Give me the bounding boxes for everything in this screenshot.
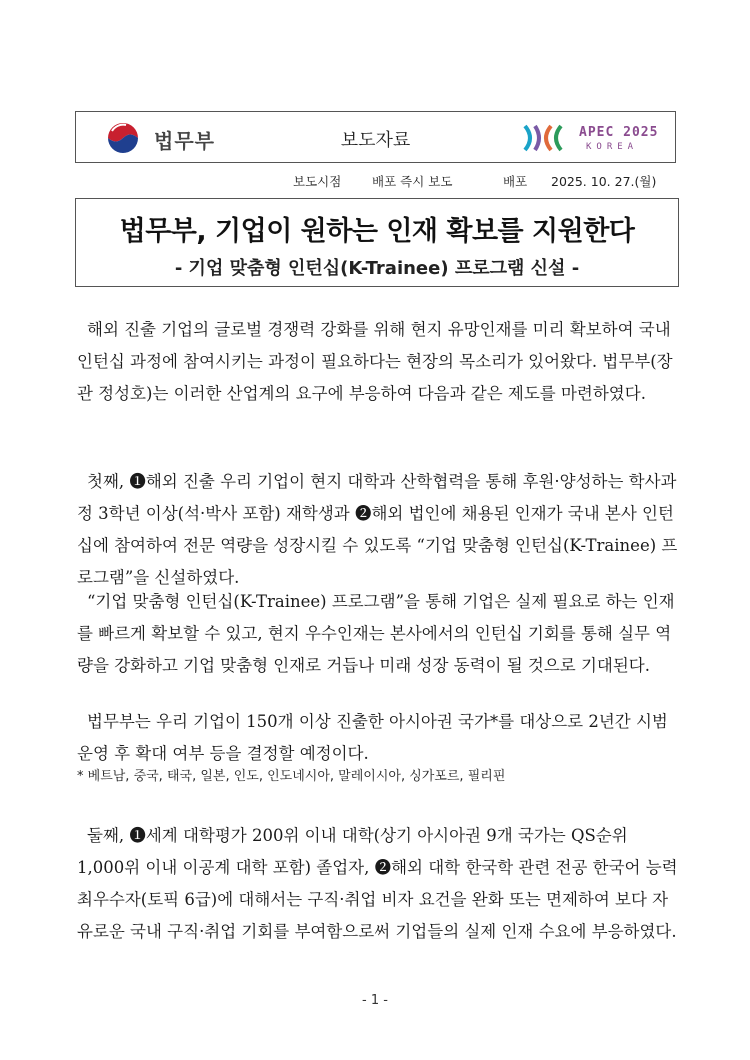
paragraph-first-text: 첫째, ❶해외 진출 우리 기업이 현지 대학과 산학협력을 통해 후원·양성하는 학사과정 3학년 이상(석·박사 포함) 재학생과 ❷해외 법인에 채용된 인재가 국내 본사 인턴십에 참여하여 전문 역량을 성장시킬 수 있도록 “기업 맞춤형 인턴십(K-Trainee) 프로그램”을 신설하였다. bbox=[77, 472, 678, 587]
apec-logo-text: APEC 2025 bbox=[579, 125, 659, 140]
apec-logo-icon bbox=[521, 122, 575, 154]
paragraph-intro-text: 해외 진출 기업의 글로벌 경쟁력 강화를 위해 현지 유망인재를 미리 확보하여 국내 인턴십 과정에 참여시키는 과정이 필요하다는 현장의 목소리가 있어왔다. 법무부(장관 정성호)는 이러한 산업계의 요구에 부응하여 다음과 같은 제도를 마련하였다. bbox=[77, 320, 673, 403]
paragraph-third bbox=[77, 706, 680, 770]
footnote: * 베트남, 중국, 태국, 일본, 인도, 인도네시아, 말레이시아, 싱가포르, 필리핀 bbox=[77, 769, 506, 784]
paragraph-intro bbox=[77, 314, 680, 410]
paragraph-first bbox=[77, 466, 680, 594]
apec-logo-subtext: KOREA bbox=[586, 142, 639, 152]
doc-type-label: 보도자료 bbox=[340, 130, 411, 151]
press-release-header bbox=[75, 111, 676, 163]
release-time-label: 보도시점 bbox=[293, 174, 342, 189]
ministry-logo-text: 법무부 bbox=[154, 129, 215, 153]
page-number: - 1 - bbox=[362, 993, 388, 1008]
subheadline: - 기업 맞춤형 인턴십(K-Trainee) 프로그램 신설 - bbox=[174, 258, 580, 279]
paragraph-fourth-text: 둘째, ❶세계 대학평가 200위 이내 대학(상기 아시아권 9개 국가는 QS순위 1,000위 이내 이공계 대학 포함) 졸업자, ❷해외 대학 한국학 관련 전공 한국어 능력 최우수자(토픽 6급)에 대해서는 구직·취업 비자 요건을 완화 또는 면제하여 보다 자유로운 국내 구직·취업 기회를 부여함으로써 기업들의 실제 인재 수요에 부응하였다. bbox=[77, 826, 678, 941]
headline: 법무부, 기업이 원하는 인재 확보를 지원한다 bbox=[119, 216, 635, 247]
release-date-label: 배포 bbox=[503, 174, 528, 189]
paragraph-third-text: 법무부는 우리 기업이 150개 이상 진출한 아시아권 국가*를 대상으로 2년간 시범 운영 후 확대 여부 등을 결정할 예정이다. bbox=[77, 712, 668, 763]
release-date-value: 2025. 10. 27.(월) bbox=[551, 174, 657, 189]
paragraph-fourth bbox=[77, 820, 680, 948]
headline-box bbox=[75, 198, 679, 287]
release-time-value: 배포 즉시 보도 bbox=[372, 174, 453, 189]
paragraph-second-text: “기업 맞춤형 인턴십(K-Trainee) 프로그램”을 통해 기업은 실제 필요로 하는 인재를 빠르게 확보할 수 있고, 현지 우수인재는 본사에서의 인턴십 기회를 통해 실무 역량을 강화하고 기업 맞춤형 인재로 거듭나 미래 성장 동력이 될 것으로 기대된다. bbox=[77, 592, 675, 675]
paragraph-second bbox=[77, 586, 680, 682]
